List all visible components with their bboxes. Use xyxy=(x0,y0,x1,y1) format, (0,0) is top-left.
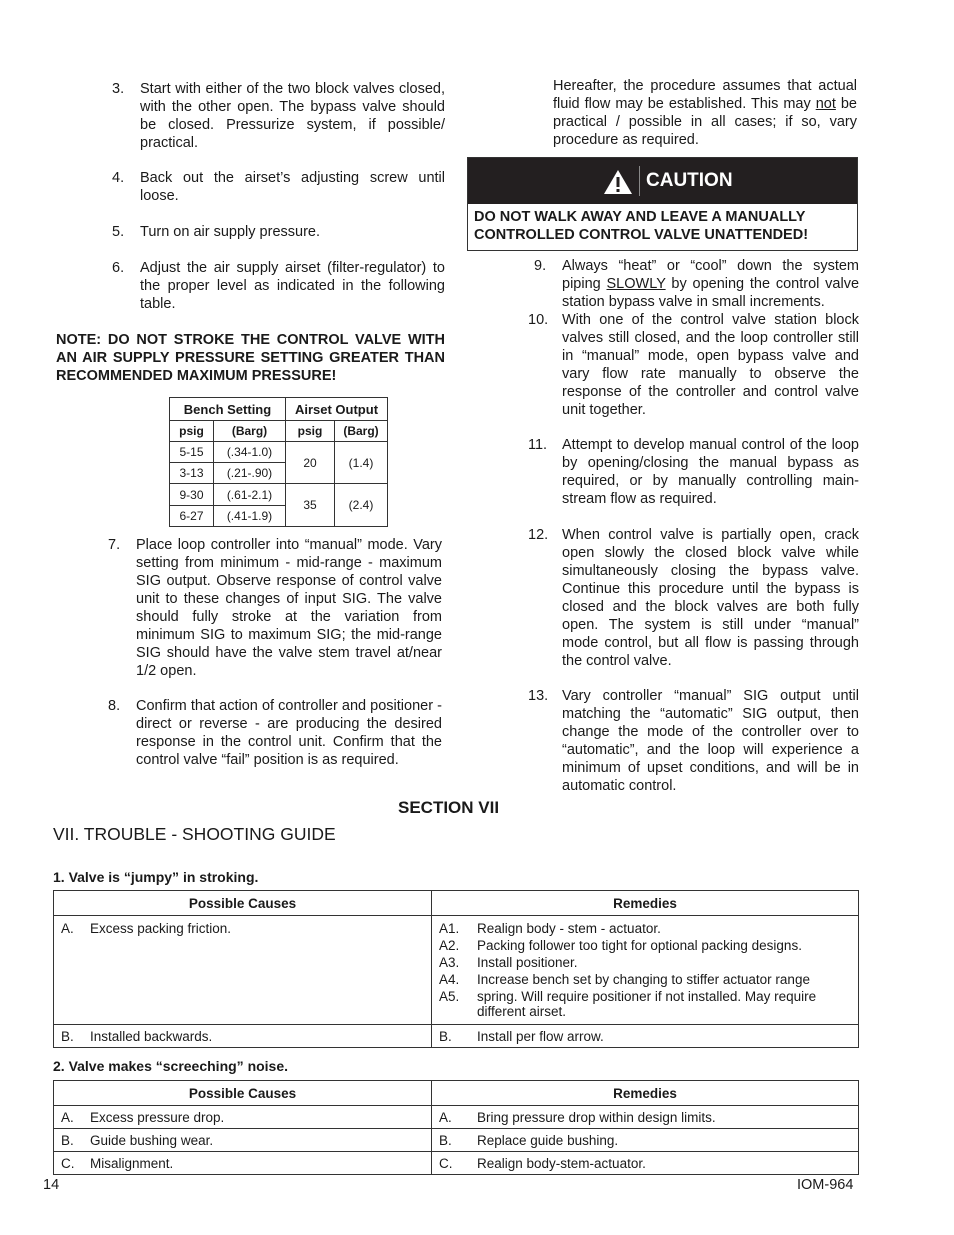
remedies-header: Remedies xyxy=(432,1081,859,1106)
caution-title: CAUTION xyxy=(646,170,733,191)
section-title: SECTION VII xyxy=(398,798,500,817)
table-cell: 6-27 xyxy=(170,506,214,527)
list-item: A3. Install positioner. xyxy=(439,955,578,970)
list-item: different airset. xyxy=(477,1004,567,1019)
cause-cell: C. Misalignment. xyxy=(54,1152,432,1175)
warning-icon xyxy=(603,169,633,195)
table-cell: 3-13 xyxy=(170,463,214,484)
sub-header: (Barg) xyxy=(335,421,388,442)
remedy-cell xyxy=(432,916,859,1025)
remedy-cell: A. Bring pressure drop within design limits. xyxy=(432,1106,859,1129)
table-cell: 9-30 xyxy=(170,484,214,506)
table-cell: (.41-1.9) xyxy=(214,506,286,527)
table-cell: 5-15 xyxy=(170,442,214,463)
list-item: A1. Realign body - stem - actuator. xyxy=(439,921,661,936)
airset-output-header: Airset Output xyxy=(286,398,388,421)
page-number: 14 xyxy=(43,1177,60,1193)
table-cell: 35 xyxy=(286,484,335,527)
bench-setting-header: Bench Setting xyxy=(170,398,286,421)
cause-cell: A. Excess packing friction. xyxy=(54,916,432,1025)
sub-header: (Barg) xyxy=(214,421,286,442)
caution-box xyxy=(467,157,858,251)
bench-setting-table xyxy=(169,397,388,527)
caution-header xyxy=(468,158,857,204)
remedies-header: Remedies xyxy=(432,891,859,916)
caution-text: DO NOT WALK AWAY AND LEAVE A MANUALLY CONTROLLED CONTROL VALVE UNATTENDED! xyxy=(474,209,809,243)
problem-2-title: 2. Valve makes “screeching” noise. xyxy=(53,1058,289,1074)
hereafter-paragraph: Hereafter, the procedure assumes that actual fluid flow may be established. This may not be practical / possible in all cases; if so, vary procedure as required. xyxy=(553,78,857,148)
guide-title: VII. TROUBLE - SHOOTING GUIDE xyxy=(53,824,336,844)
sub-header: psig xyxy=(286,421,335,442)
table-cell: 20 xyxy=(286,442,335,484)
list-item: A5. spring. Will require positioner if not installed. May require xyxy=(439,989,817,1004)
sub-header: psig xyxy=(170,421,214,442)
remedy-cell: C. Realign body-stem-actuator. xyxy=(432,1152,859,1175)
problem-1-table xyxy=(53,890,859,1048)
remedy-cell: B. Install per flow arrow. xyxy=(432,1025,859,1048)
cause-cell: A. Excess pressure drop. xyxy=(54,1106,432,1129)
list-item: A4. Increase bench set by changing to stiffer actuator range xyxy=(439,972,810,987)
table-cell: (.61-2.1) xyxy=(214,484,286,506)
causes-header: Possible Causes xyxy=(54,891,432,916)
problem-1-title: 1. Valve is “jumpy” in stroking. xyxy=(53,869,259,885)
problem-2-table xyxy=(53,1080,859,1175)
table-cell: (2.4) xyxy=(335,484,388,527)
remedy-cell: B. Replace guide bushing. xyxy=(432,1129,859,1152)
caution-divider xyxy=(639,166,640,196)
list-item: A2. Packing follower too tight for optional packing designs. xyxy=(439,938,802,953)
causes-header: Possible Causes xyxy=(54,1081,432,1106)
cause-cell: B. Installed backwards. xyxy=(54,1025,432,1048)
table-cell: (.34-1.0) xyxy=(214,442,286,463)
cause-cell: B. Guide bushing wear. xyxy=(54,1129,432,1152)
document-id: IOM-964 xyxy=(797,1177,854,1193)
pressure-note: NOTE: DO NOT STROKE THE CONTROL VALVE WITH AN AIR SUPPLY PRESSURE SETTING GREATER THAN RECOMMENDED MAXIMUM PRESSURE! xyxy=(56,332,445,384)
table-cell: (.21-.90) xyxy=(214,463,286,484)
table-cell: (1.4) xyxy=(335,442,388,484)
